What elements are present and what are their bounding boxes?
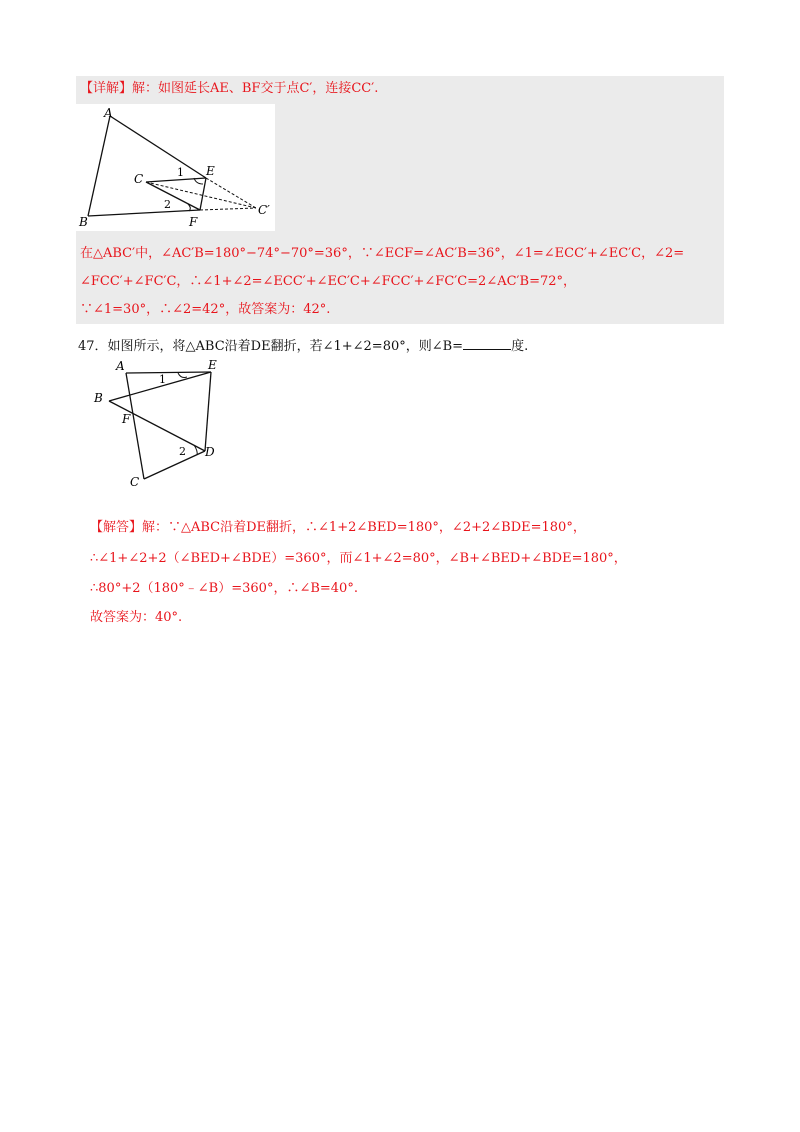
label-B: B bbox=[94, 391, 103, 405]
question-text: 47．如图所示，将△ABC沿着DE翻折，若∠1+∠2=80°，则∠B= bbox=[78, 339, 464, 354]
line-BD bbox=[109, 401, 205, 451]
question-47 bbox=[78, 336, 528, 356]
detail-line-4: ∵∠1=30°，∴∠2=42°，故答案为：42°. bbox=[80, 302, 331, 317]
line-AE bbox=[110, 116, 206, 178]
dash-FC' bbox=[200, 208, 256, 210]
line-CF bbox=[146, 182, 200, 210]
line-AE bbox=[126, 372, 211, 373]
line-BF bbox=[88, 210, 200, 216]
label-E: E bbox=[206, 164, 215, 178]
label-angle-1: 1 bbox=[177, 166, 184, 179]
question-suffix: 度. bbox=[511, 339, 529, 354]
label-D: D bbox=[205, 445, 215, 459]
label-A: A bbox=[104, 106, 113, 120]
figure-1 bbox=[76, 104, 275, 231]
label-Cprime: C′ bbox=[258, 203, 270, 217]
label-F: F bbox=[189, 215, 198, 229]
answer-line-1: 【解答】解：∵△ABC沿着DE翻折，∴∠1+2∠BED=180°，∠2+2∠BDE=180°， bbox=[90, 520, 586, 535]
line-AC bbox=[126, 373, 144, 479]
label-C: C bbox=[134, 172, 144, 186]
detail-line-1: 【详解】解：如图延长AE、BF交于点C′，连接CC′. bbox=[80, 81, 379, 96]
dash-EC' bbox=[206, 178, 256, 208]
label-A: A bbox=[116, 359, 125, 373]
label-C: C bbox=[130, 475, 140, 489]
answer-blank bbox=[463, 336, 511, 350]
line-CD bbox=[144, 451, 205, 479]
line-CE bbox=[146, 178, 206, 182]
label-F: F bbox=[122, 412, 131, 426]
arc-1 bbox=[178, 373, 187, 378]
line-EF bbox=[200, 178, 206, 210]
detail-line-3: ∠FCC′+∠FC′C，∴∠1+∠2=∠ECC′+∠EC′C+∠FCC′+∠FC′C=2∠AC′B=72°， bbox=[80, 274, 576, 289]
answer-line-2: ∴∠1+∠2+2（∠BED+∠BDE）=360°，而∠1+∠2=80°，∠B+∠BED+∠BDE=180°， bbox=[90, 551, 627, 566]
figure-1-svg bbox=[76, 104, 275, 231]
line-ED bbox=[205, 372, 211, 451]
label-angle-2: 2 bbox=[179, 445, 186, 458]
figure-2-svg bbox=[88, 355, 228, 490]
answer-line-3: ∴80°+2（180°﹣∠B）=360°，∴∠B=40°. bbox=[90, 581, 358, 596]
figure-2 bbox=[88, 355, 228, 490]
answer-line-4: 故答案为：40°. bbox=[90, 610, 183, 625]
label-B: B bbox=[79, 215, 88, 229]
label-E: E bbox=[208, 358, 217, 372]
detail-line-2: 在△ABC′中，∠AC′B=180°−74°−70°=36°，∵∠ECF=∠AC′B=36°，∠1=∠ECC′+∠EC′C，∠2= bbox=[80, 246, 685, 261]
line-AB bbox=[88, 116, 110, 216]
label-angle-1: 1 bbox=[159, 373, 166, 386]
label-angle-2: 2 bbox=[164, 198, 171, 211]
